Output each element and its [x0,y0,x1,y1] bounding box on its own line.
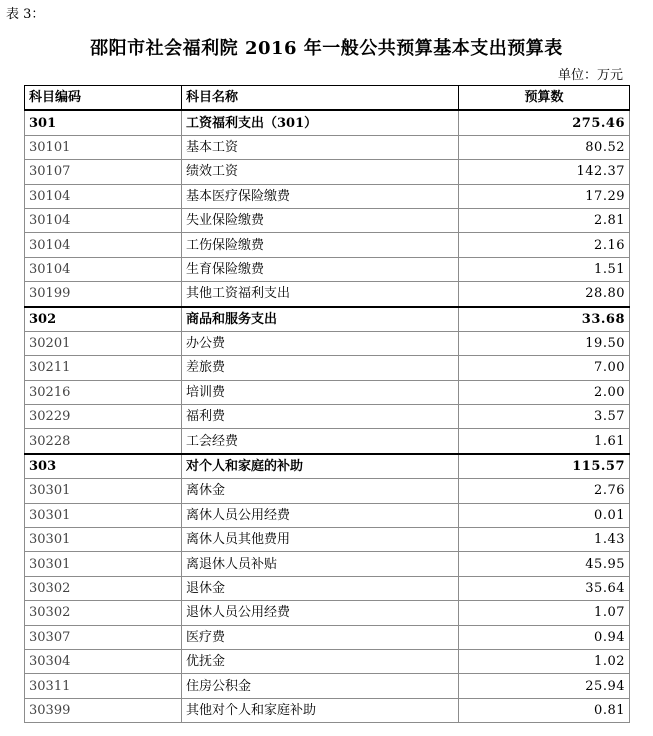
table-row [25,160,630,184]
row-code: 303 [25,454,182,479]
row-code: 30229 [25,405,182,429]
row-code: 30104 [25,233,182,257]
row-name: 基本工资 [182,135,459,159]
row-amount: 28.80 [459,282,630,307]
table-row [25,405,630,429]
row-name: 离退休人员补贴 [182,552,459,576]
table-row [25,479,630,503]
row-amount: 0.94 [459,625,630,649]
row-amount: 80.52 [459,135,630,159]
row-code: 30307 [25,625,182,649]
table-row [25,429,630,454]
row-name: 对个人和家庭的补助 [182,454,459,479]
table-row [25,649,630,673]
header-row [25,86,630,111]
row-name: 生育保险缴费 [182,257,459,281]
row-code: 30301 [25,552,182,576]
row-name: 失业保险缴费 [182,208,459,232]
row-name: 离休金 [182,479,459,503]
row-name: 福利费 [182,405,459,429]
row-name: 其他工资福利支出 [182,282,459,307]
row-code: 30302 [25,601,182,625]
header-code: 科目编码 [25,86,182,111]
row-amount: 2.76 [459,479,630,503]
row-code: 30101 [25,135,182,159]
category-row [25,110,630,135]
row-amount: 45.95 [459,552,630,576]
row-name: 优抚金 [182,649,459,673]
row-amount: 142.37 [459,160,630,184]
table-row [25,282,630,307]
row-name: 其他对个人和家庭补助 [182,698,459,722]
row-code: 301 [25,110,182,135]
row-name: 绩效工资 [182,160,459,184]
table-label: 表 3： [6,7,45,22]
table-row [25,698,630,722]
row-amount: 3.57 [459,405,630,429]
row-code: 30216 [25,380,182,404]
row-amount: 0.01 [459,503,630,527]
row-amount: 1.61 [459,429,630,454]
row-amount: 25.94 [459,674,630,698]
row-amount: 7.00 [459,356,630,380]
row-amount: 35.64 [459,576,630,600]
table-row [25,601,630,625]
table-row [25,233,630,257]
row-amount: 2.00 [459,380,630,404]
row-name: 工资福利支出（301） [182,110,459,135]
row-name: 退休金 [182,576,459,600]
table-row [25,135,630,159]
header-amount: 预算数 [459,86,630,111]
row-name: 办公费 [182,331,459,355]
row-code: 30211 [25,356,182,380]
row-code: 30201 [25,331,182,355]
table-row [25,576,630,600]
row-code: 30104 [25,257,182,281]
table-row [25,528,630,552]
table-row [25,380,630,404]
row-code: 30301 [25,528,182,552]
row-code: 30104 [25,208,182,232]
row-amount: 1.07 [459,601,630,625]
row-name: 商品和服务支出 [182,307,459,332]
table-row [25,625,630,649]
row-amount: 17.29 [459,184,630,208]
row-code: 30228 [25,429,182,454]
row-code: 302 [25,307,182,332]
table-row [25,208,630,232]
budget-table [24,85,630,723]
page-title: 邵阳市社会福利院 2016 年一般公共预算基本支出预算表 [90,38,563,59]
row-amount: 2.81 [459,208,630,232]
row-amount: 1.51 [459,257,630,281]
row-code: 30199 [25,282,182,307]
header-name: 科目名称 [182,86,459,111]
row-name: 住房公积金 [182,674,459,698]
table-row [25,257,630,281]
table-body [25,110,630,722]
row-amount: 115.57 [459,454,630,479]
row-amount: 2.16 [459,233,630,257]
row-amount: 1.43 [459,528,630,552]
row-name: 培训费 [182,380,459,404]
row-amount: 33.68 [459,307,630,332]
table-row [25,503,630,527]
row-name: 差旅费 [182,356,459,380]
row-name: 退休人员公用经费 [182,601,459,625]
table-row [25,356,630,380]
row-amount: 275.46 [459,110,630,135]
row-name: 基本医疗保险缴费 [182,184,459,208]
row-amount: 19.50 [459,331,630,355]
row-code: 30304 [25,649,182,673]
row-code: 30301 [25,479,182,503]
row-name: 工会经费 [182,429,459,454]
category-row [25,307,630,332]
row-name: 离休人员其他费用 [182,528,459,552]
row-amount: 0.81 [459,698,630,722]
row-code: 30301 [25,503,182,527]
table-row [25,674,630,698]
table-row [25,552,630,576]
row-name: 医疗费 [182,625,459,649]
row-code: 30107 [25,160,182,184]
row-code: 30399 [25,698,182,722]
row-code: 30104 [25,184,182,208]
category-row [25,454,630,479]
row-name: 工伤保险缴费 [182,233,459,257]
unit-label: 单位：万元 [557,68,623,83]
row-code: 30311 [25,674,182,698]
row-name: 离休人员公用经费 [182,503,459,527]
table-row [25,331,630,355]
row-code: 30302 [25,576,182,600]
table-row [25,184,630,208]
row-amount: 1.02 [459,649,630,673]
